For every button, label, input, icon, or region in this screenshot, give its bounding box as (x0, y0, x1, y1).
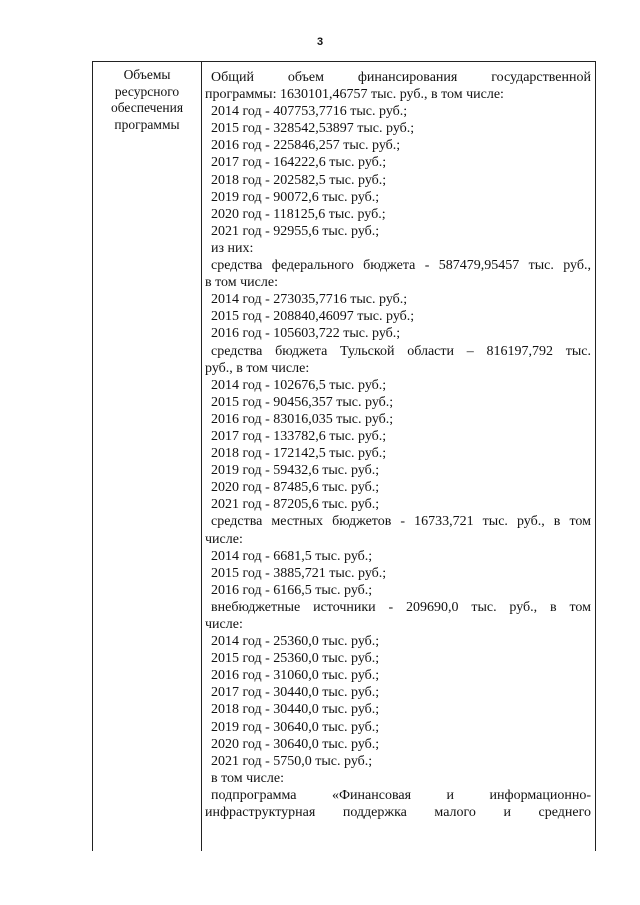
text-line: числе: (205, 617, 243, 632)
text-line: 2014 год - 25360,0 тыс. руб.; (211, 634, 380, 650)
text-line: 2015 год - 328542,53897 тыс. руб.; (211, 121, 415, 137)
text-line: 2016 год - 83016,035 тыс. руб.; (211, 411, 394, 427)
row-label-cell (93, 62, 202, 851)
text-line: 2014 год - 407753,7716 тыс. руб.; (211, 104, 408, 120)
text-line: 2015 год - 25360,0 тыс. руб.; (211, 651, 380, 667)
text-line: 2014 год - 6681,5 тыс. руб.; (211, 548, 373, 564)
text-line: 2018 год - 30440,0 тыс. руб.; (211, 702, 380, 718)
text-line: 2014 год - 273035,7716 тыс. руб.; (211, 292, 408, 308)
text-line: числе: (205, 531, 243, 547)
text-line: Общий объем финансирования государственной (211, 70, 591, 85)
text-line: 2021 год - 92955,6 тыс. руб.; (211, 223, 380, 239)
text-line: 2018 год - 172142,5 тыс. руб.; (211, 446, 387, 462)
text-line: 2017 год - 164222,6 тыс. руб.; (211, 155, 387, 171)
text-line: 2016 год - 31060,0 тыс. руб.; (211, 668, 380, 684)
row-label-line: Объемы (123, 67, 171, 82)
text-line: программы: 1630101,46757 тыс. руб., в том числе: (205, 87, 504, 103)
row-label-line: программы (114, 116, 180, 132)
text-line: 2014 год - 102676,5 тыс. руб.; (211, 377, 387, 393)
text-line: 2015 год - 3885,721 тыс. руб.; (211, 565, 387, 581)
text-line: 2015 год - 208840,46097 тыс. руб.; (211, 309, 415, 325)
text-line: руб., в том числе: (205, 360, 310, 376)
text-line: 2017 год - 133782,6 тыс. руб.; (211, 428, 387, 444)
text-line: в том числе: (205, 275, 278, 291)
text-line: средства бюджета Тульской области – 816197,792 тыс. (211, 343, 591, 359)
text-line: 2021 год - 5750,0 тыс. руб.; (211, 753, 373, 769)
text-line: в том числе: (211, 770, 284, 786)
text-line: средства местных бюджетов - 16733,721 тыс. руб., в том (211, 514, 591, 530)
text-line: 2019 год - 30640,0 тыс. руб.; (211, 719, 380, 735)
text-line: инфраструктурная поддержка малого и среднего (205, 805, 591, 821)
page-number: 3 (316, 36, 324, 48)
text-line: 2016 год - 6166,5 тыс. руб.; (211, 582, 373, 598)
text-line: 2018 год - 202582,5 тыс. руб.; (211, 172, 387, 188)
resource-table (92, 61, 596, 851)
text-line: 2020 год - 87485,6 тыс. руб.; (211, 480, 380, 496)
row-label-line: обеспечения (110, 100, 184, 115)
text-line: 2017 год - 30440,0 тыс. руб.; (211, 685, 380, 701)
text-line: 2021 год - 87205,6 тыс. руб.; (211, 497, 380, 513)
text-line: средства федерального бюджета - 587479,95457 тыс. руб., (211, 258, 591, 274)
text-line: 2016 год - 225846,257 тыс. руб.; (211, 138, 401, 154)
text-line: 2016 год - 105603,722 тыс. руб.; (211, 326, 401, 342)
text-line: подпрограмма «Финансовая и информационно- (211, 787, 591, 803)
text-line: из них: (211, 240, 254, 256)
text-line: 2020 год - 118125,6 тыс. руб.; (211, 206, 386, 222)
text-line: 2015 год - 90456,357 тыс. руб.; (211, 394, 394, 410)
text-line: 2020 год - 30640,0 тыс. руб.; (211, 736, 380, 752)
row-label-line: ресурсного (114, 83, 180, 99)
text-line: 2019 год - 59432,6 тыс. руб.; (211, 463, 380, 479)
text-line: 2019 год - 90072,6 тыс. руб.; (211, 189, 380, 205)
row-content-cell (205, 62, 591, 851)
text-line: внебюджетные источники - 209690,0 тыс. руб., в том (211, 599, 591, 615)
